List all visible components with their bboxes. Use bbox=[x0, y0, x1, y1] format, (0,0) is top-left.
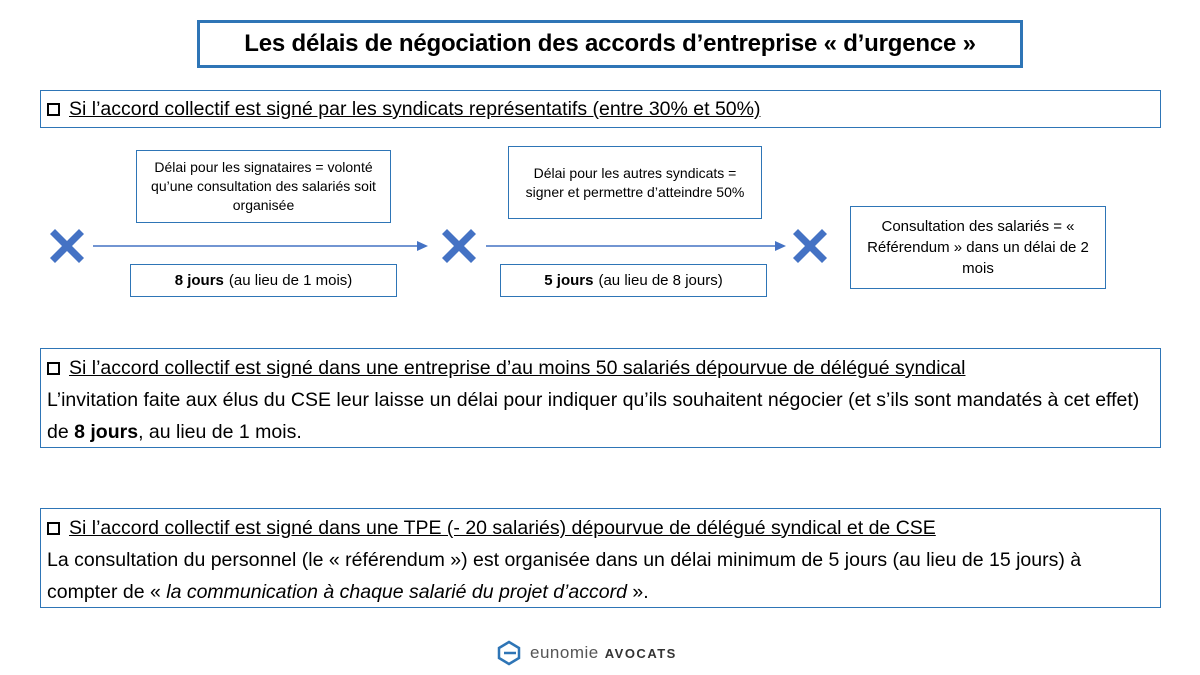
checkbox-icon bbox=[47, 522, 60, 535]
section-3-text-end: ». bbox=[632, 581, 649, 603]
arrow-right-icon bbox=[486, 240, 786, 252]
eunomie-logo bbox=[496, 638, 706, 668]
section-3-heading-row bbox=[47, 512, 1154, 544]
section-2-heading-row bbox=[47, 352, 1154, 384]
arrow-right-icon bbox=[93, 240, 428, 252]
delay-8-days-value: 8 jours bbox=[174, 272, 224, 289]
cross-icon bbox=[439, 226, 479, 266]
section-representative-unions bbox=[40, 90, 1161, 128]
section-2-text-end: , au lieu de 1 mois. bbox=[138, 421, 302, 443]
logo-text bbox=[530, 643, 677, 663]
note-autres-syndicats-text: Délai pour les autres syndicats = signer et permettre d’atteindre 50% bbox=[525, 164, 745, 200]
delay-8-days-note: (au lieu de 1 mois) bbox=[228, 272, 353, 289]
section-1-heading: Si l’accord collectif est signé par les syndicats représentatifs (entre 30% et 50%) bbox=[69, 98, 761, 120]
page-title-text: Les délais de négociation des accords d’entreprise « d’urgence » bbox=[244, 30, 976, 57]
eunomie-logo-icon bbox=[496, 640, 522, 666]
note-referendum bbox=[850, 206, 1106, 289]
section-3-italic: la communication à chaque salarié du projet d’accord bbox=[166, 581, 627, 603]
note-referendum-text: Consultation des salariés = « Référendum » dans un délai de 2 mois bbox=[867, 218, 1089, 277]
section-3-text: La consultation du personnel (le « référendum ») est organisée dans un délai minimum de 5 jours (au lieu de 15 jours) à compter de « bbox=[47, 549, 1082, 603]
delay-5-days-note: (au lieu de 8 jours) bbox=[598, 272, 723, 289]
note-autres-syndicats bbox=[508, 146, 762, 219]
note-signataires bbox=[136, 150, 391, 223]
cross-icon bbox=[790, 226, 830, 266]
section-2-bold: 8 jours bbox=[74, 421, 139, 443]
note-signataires-text: Délai pour les signataires = volonté qu’une consultation des salariés soit organisée bbox=[151, 159, 376, 213]
section-3-heading: Si l’accord collectif est signé dans une TPE (- 20 salariés) dépourvue de délégué syndical et de CSE bbox=[69, 517, 936, 539]
section-1-heading-row bbox=[47, 91, 1154, 127]
logo-suffix: AVOCATS bbox=[604, 646, 677, 661]
section-2-body bbox=[47, 384, 1154, 448]
section-tpe bbox=[40, 508, 1161, 608]
page-title bbox=[197, 20, 1023, 68]
section-3-body bbox=[47, 544, 1154, 608]
delay-5-days-value: 5 jours bbox=[544, 272, 594, 289]
delay-5-days bbox=[500, 264, 767, 297]
checkbox-icon bbox=[47, 362, 60, 375]
cross-icon bbox=[47, 226, 87, 266]
checkbox-icon bbox=[47, 103, 60, 116]
delay-8-days bbox=[130, 264, 397, 297]
section-2-text: L’invitation faite aux élus du CSE leur laisse un délai pour indiquer qu’ils souhaitent négocier (et s’ils sont mandatés à cet effet) de bbox=[47, 389, 1140, 443]
section-50-employees bbox=[40, 348, 1161, 448]
logo-name: eunomie bbox=[530, 643, 599, 662]
section-2-heading: Si l’accord collectif est signé dans une entreprise d’au moins 50 salariés dépourvue de délégué syndical bbox=[69, 357, 966, 379]
